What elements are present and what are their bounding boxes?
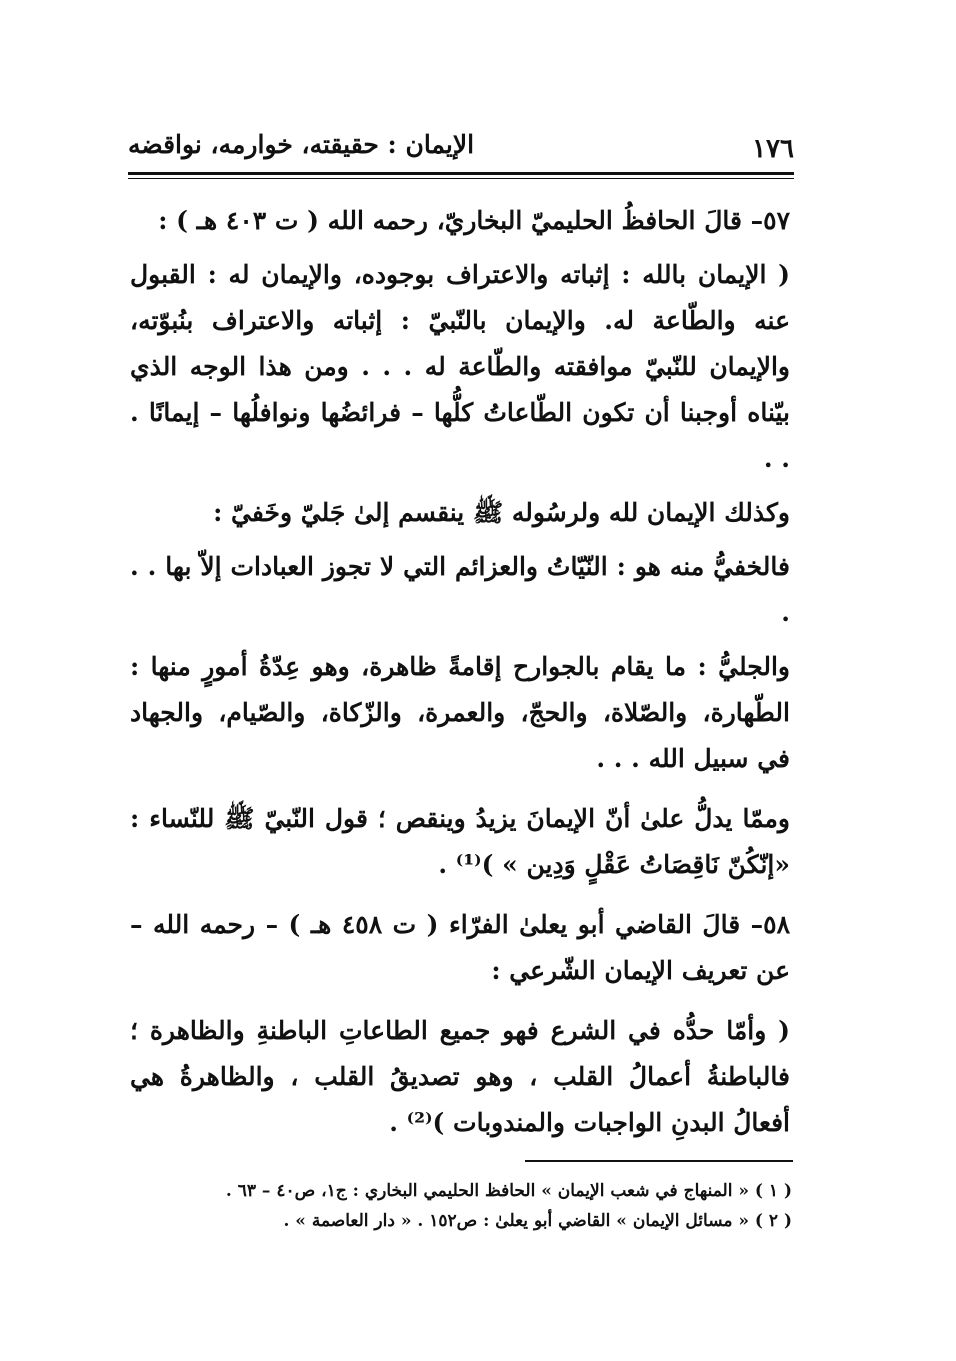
- footnote-1: ( ١ ) « المنهاج في شعب الإيمان » الحافظ الحليمي البخاري : ج١، ص٤٠ – ٦٣ .: [225, 1181, 792, 1201]
- header-rule-thin: [128, 178, 794, 179]
- running-title: الإيمان : حقيقته، خوارمه، نواقضه: [128, 130, 475, 159]
- body-text: [130, 198, 790, 1146]
- quote-halimi: ( الإيمان بالله : إثباته والاعتراف بوجوده، والإيمان له : القبول عنه والطّاعة له. والإيمان بالنّبيّ : إثباته والاعتراف بنُبوّته، والإيمان للنّبيّ موافقته والطّاعة له . . . ومن هذا الوجه الذي بيّناه أوجبنا أن تكون الطّاعاتُ كلُّها – فرائضُها ونوافلُها – إيمانًا . . .: [130, 260, 790, 473]
- footnotes: [220, 1176, 792, 1236]
- paragraph-58-intro: ٥٨– قالَ القاضي أبو يعلىٰ الفرّاء ( ت ٤٥٨ هـ ) – رحمه الله – عن تعريف الإيمان الشّرعي :: [130, 910, 791, 985]
- paragraph-57-intro: ٥٧– قالَ الحافظُ الحليميّ البخاريّ، رحمه الله ( ت ٤٠٣ هـ ) :: [158, 206, 790, 235]
- header-rule: [128, 172, 794, 175]
- paragraph-apparent: والجليُّ : ما يقام بالجوارح إقامةً ظاهرة، وهو عِدّةُ أمورٍ منها : الطّهارة، والصّلاة، والحجّ، والعمرة، والزّكاة، والصّيام، والجهاد في سبيل الله . . .: [130, 652, 790, 773]
- footnote-2: ( ٢ ) « مسائل الإيمان » القاضي أبو يعلىٰ : ص١٥٢ . « دار العاصمة » .: [283, 1211, 792, 1231]
- page-number: ١٧٦: [752, 134, 794, 164]
- paragraph-division: وكذلك الإيمان لله ولرسُوله ﷺ ينقسم إلىٰ جَليّ وخَفيّ :: [213, 498, 790, 527]
- page-header: [128, 128, 794, 172]
- paragraph-increase-decrease: وممّا يدلُّ علىٰ أنّ الإيمانَ يزيدُ وينقص ؛ قول النّبيّ ﷺ للنّساء : «إنّكُنّ نَاقِصَاتُ عَقْلٍ وَدِين » )⁽¹⁾ .: [130, 804, 790, 879]
- footnote-rule: [525, 1160, 793, 1162]
- quote-abu-yala: ( وأمّا حدُّه في الشرع فهو جميع الطاعاتِ الباطنةِ والظاهرة ؛ فالباطنةُ أعمالُ القلب ، وهو تصديقُ القلب ، والظاهرةُ هي أفعالُ البدنِ الواجبات والمندوبات )⁽²⁾ .: [130, 1016, 790, 1137]
- paragraph-hidden: فالخفيُّ منه هو : النّيّاتُ والعزائم التي لا تجوز العبادات إلاّ بها . . .: [130, 552, 790, 627]
